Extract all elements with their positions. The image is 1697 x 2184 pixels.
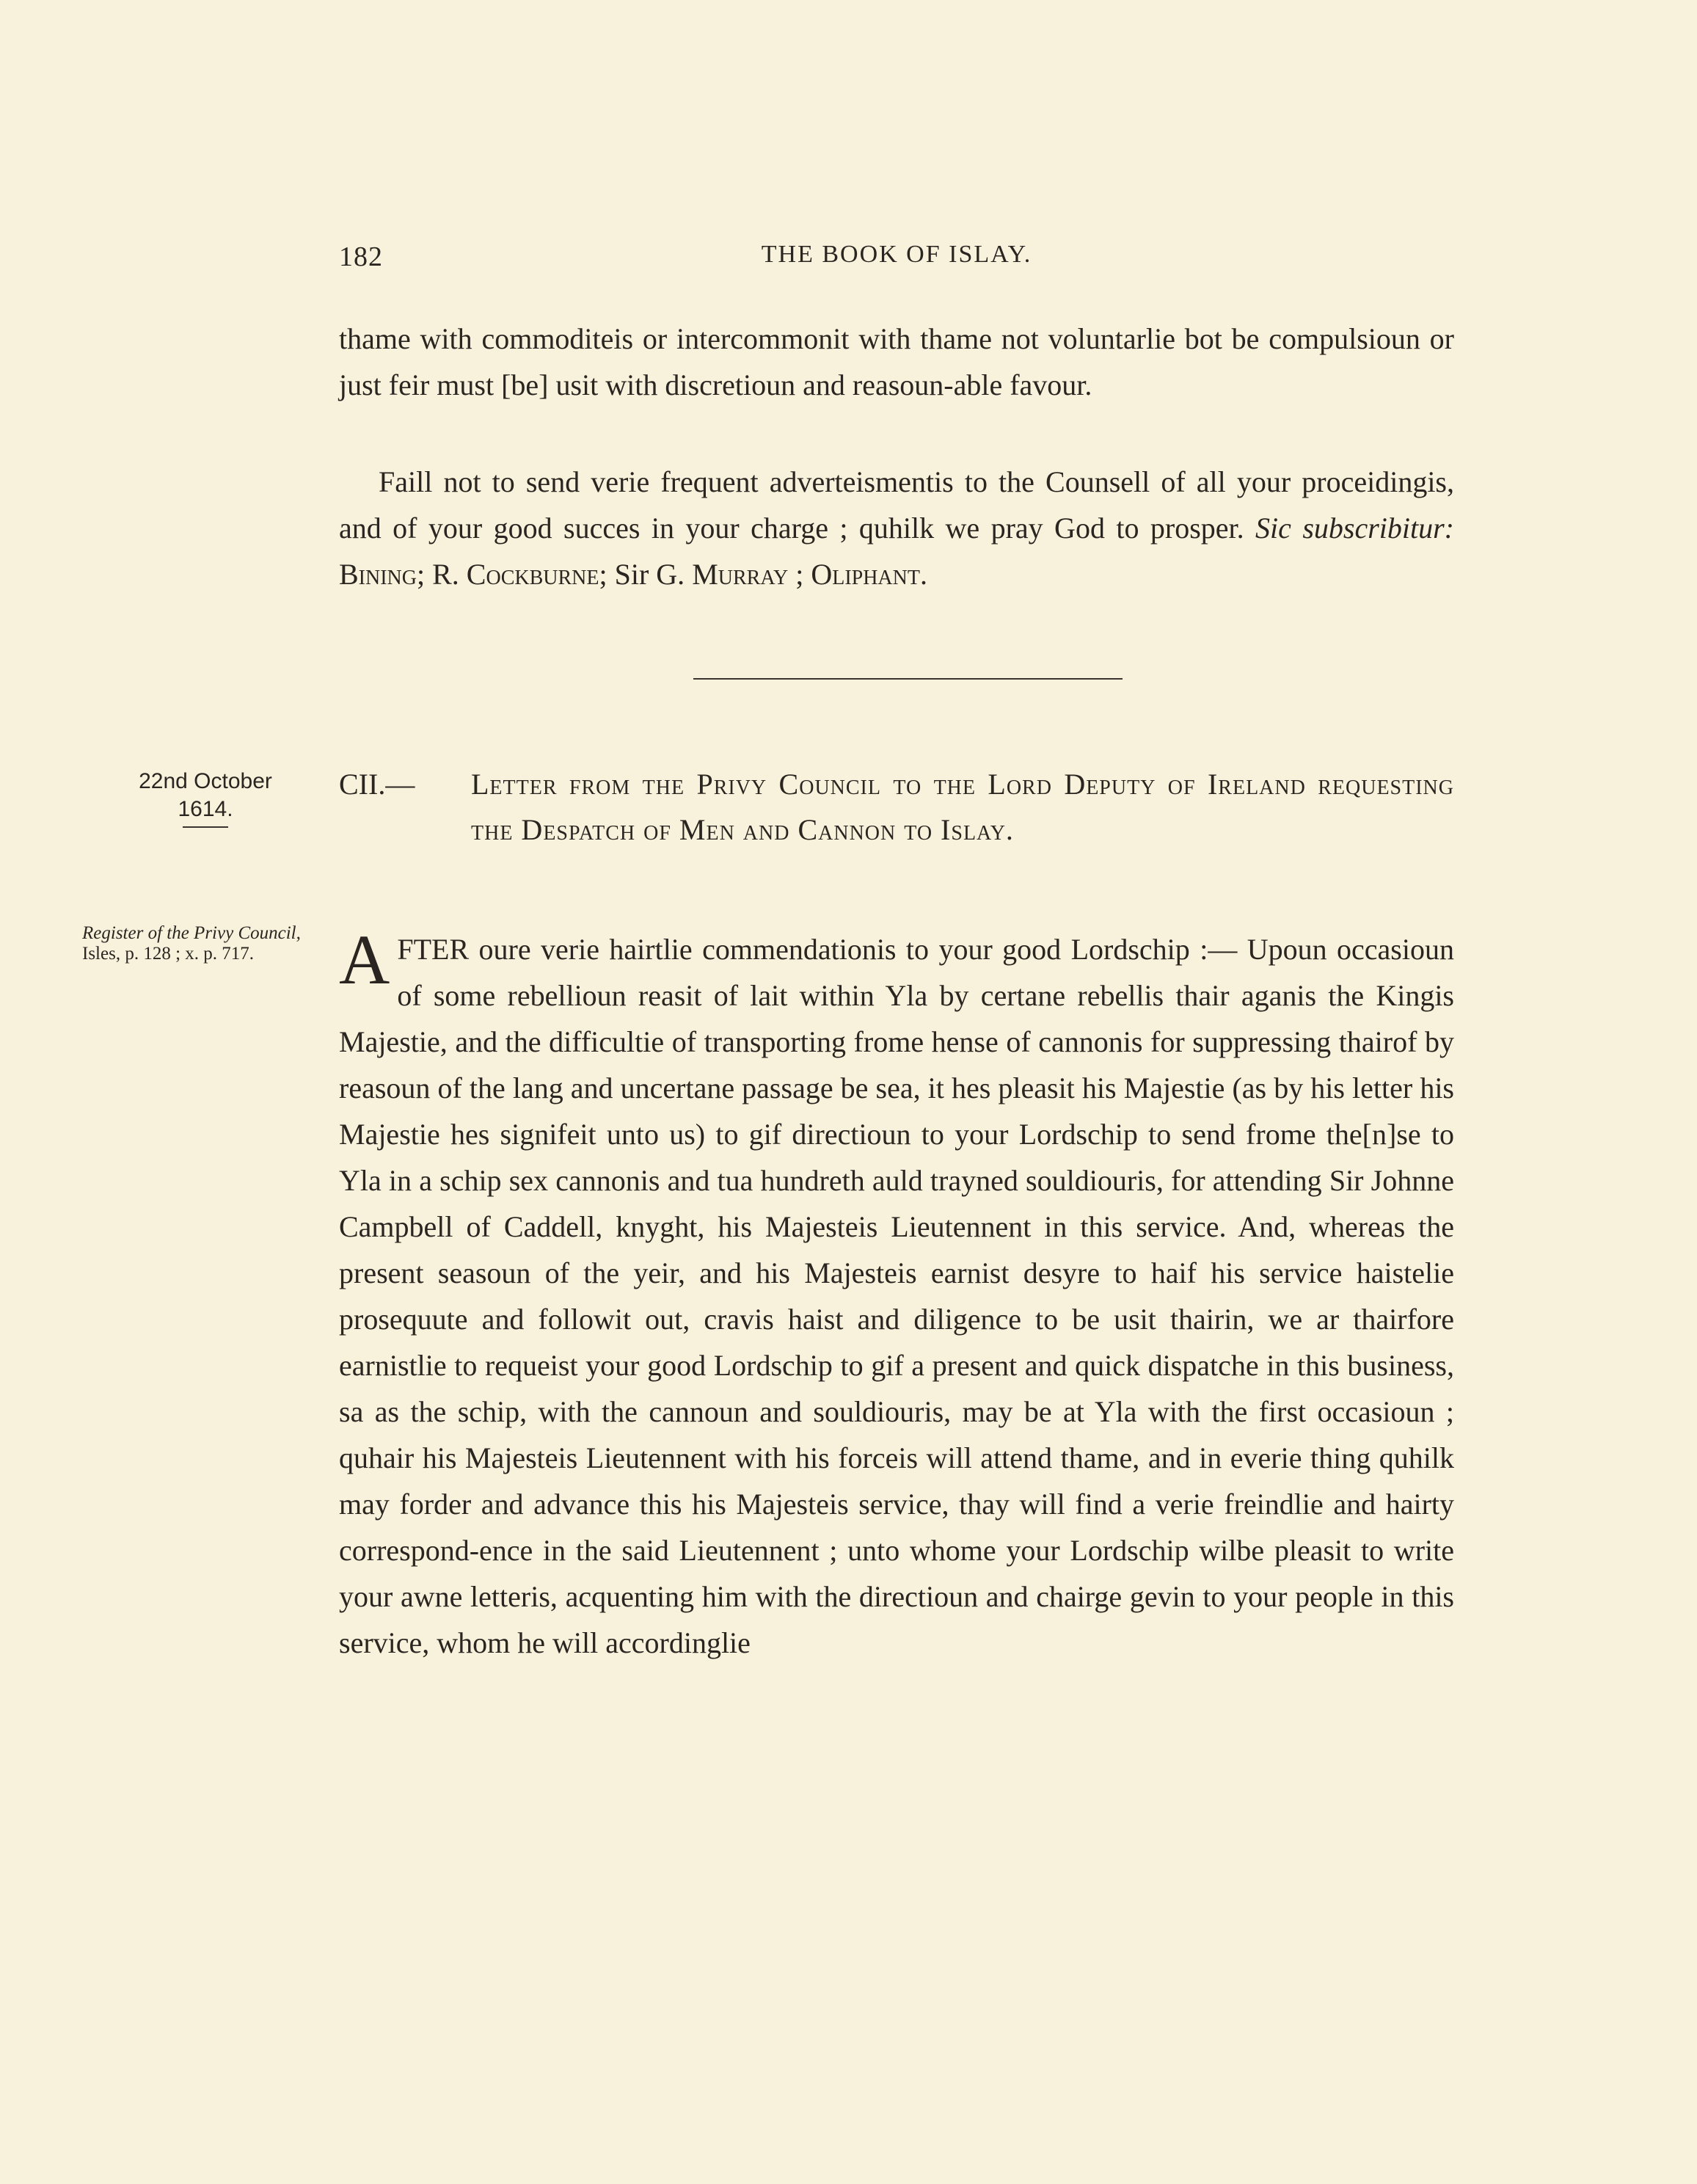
signatory-cockburne: R. Cockburne xyxy=(432,558,599,591)
drop-cap: A xyxy=(339,920,390,999)
date-underline xyxy=(183,826,228,828)
source-title: Register of the Privy Council, xyxy=(82,923,301,943)
margin-date xyxy=(110,768,301,828)
running-title: THE BOOK OF ISLAY. xyxy=(761,241,1032,268)
signatory-bining: Bining xyxy=(339,558,417,591)
letter-text: oure verie hairtlie commendationis to your good Lordschip :— Upoun occasioun of some rebellioun reasit of lait within Yla by certane rebellis thair aganis the Kingis Majestie, and the difficultie of transporting frome hense of cannonis for suppressing thairof by reasoun of the lang and uncertane passage be sea, it hes pleasit his Majestie (as by his letter his Majestie hes signifeit unto us) to gif directioun to your Lordschip to send frome the[n]se to Yla in a schip sex cannonis and tua hundreth auld trayned souldiouris, for attending Sir Johnne Campbell of Caddell, knyght, his Majesteis Lieutennent in this service. And, whereas the present seasoun of the yeir, and his Majesteis earnist desyre to haif his service haistelie prosequute and followit out, cravis haist and diligence to be usit thairin, we ar thairfore earnistlie to requeist your good Lordschip to gif a present and quick dispatche in this business, sa as the schip, with the cannoun and souldiouris, may be at Yla with the first occasioun ; quhair his Majesteis Lieutennent with his forceis will attend thame, and in everie thing quhilk may forder and advance this his Majesteis service, thay will find a verie freindlie and hairty correspond-ence in the said Lieutennent ; unto whome your Lordschip wilbe pleasit to write your awne letteris, acquenting him with the directioun and chairge gevin to your people in this service, whom he will accordinglie xyxy=(339,933,1454,1659)
document-title: Letter from the Privy Council to the Lord Deputy of Ireland requesting the Despatch of Men and Cannon to Islay. xyxy=(471,768,1454,846)
running-head xyxy=(339,241,1454,277)
signatory-separator: ; xyxy=(788,558,811,591)
margin-source-reference xyxy=(82,923,328,964)
closing-text: Faill not to send verie frequent adverteismentis to the Counsell of all your proceidingis, and of your good succes in your charge ; quhilk we pray God to prosper. xyxy=(339,465,1454,545)
section-divider xyxy=(693,678,1123,680)
signatory-separator: ; xyxy=(417,558,433,591)
letter-body xyxy=(339,920,1454,1666)
page-number: 182 xyxy=(339,241,383,272)
signatory-murray: Murray xyxy=(692,558,789,591)
signatory-oliphant: Oliphant xyxy=(811,558,920,591)
opening-word: FTER xyxy=(397,933,470,966)
document-number: CII.— xyxy=(339,768,415,801)
date-text: 22nd October xyxy=(139,769,272,793)
closing-end: . xyxy=(919,558,927,591)
closing-paragraph xyxy=(339,459,1454,597)
sic-subscribitur: Sic subscribitur: xyxy=(1255,512,1455,545)
source-rest: Isles, p. 128 ; x. p. 717. xyxy=(82,944,255,964)
signatory-separator: ; Sir G. xyxy=(599,558,693,591)
document-heading xyxy=(339,762,1454,853)
year-text: 1614. xyxy=(178,797,233,821)
continued-paragraph: thame with commoditeis or intercommonit with thame not voluntarlie bot be compulsioun or just feir must [be] usit with discretioun and reasoun-able favour. xyxy=(339,322,1454,401)
